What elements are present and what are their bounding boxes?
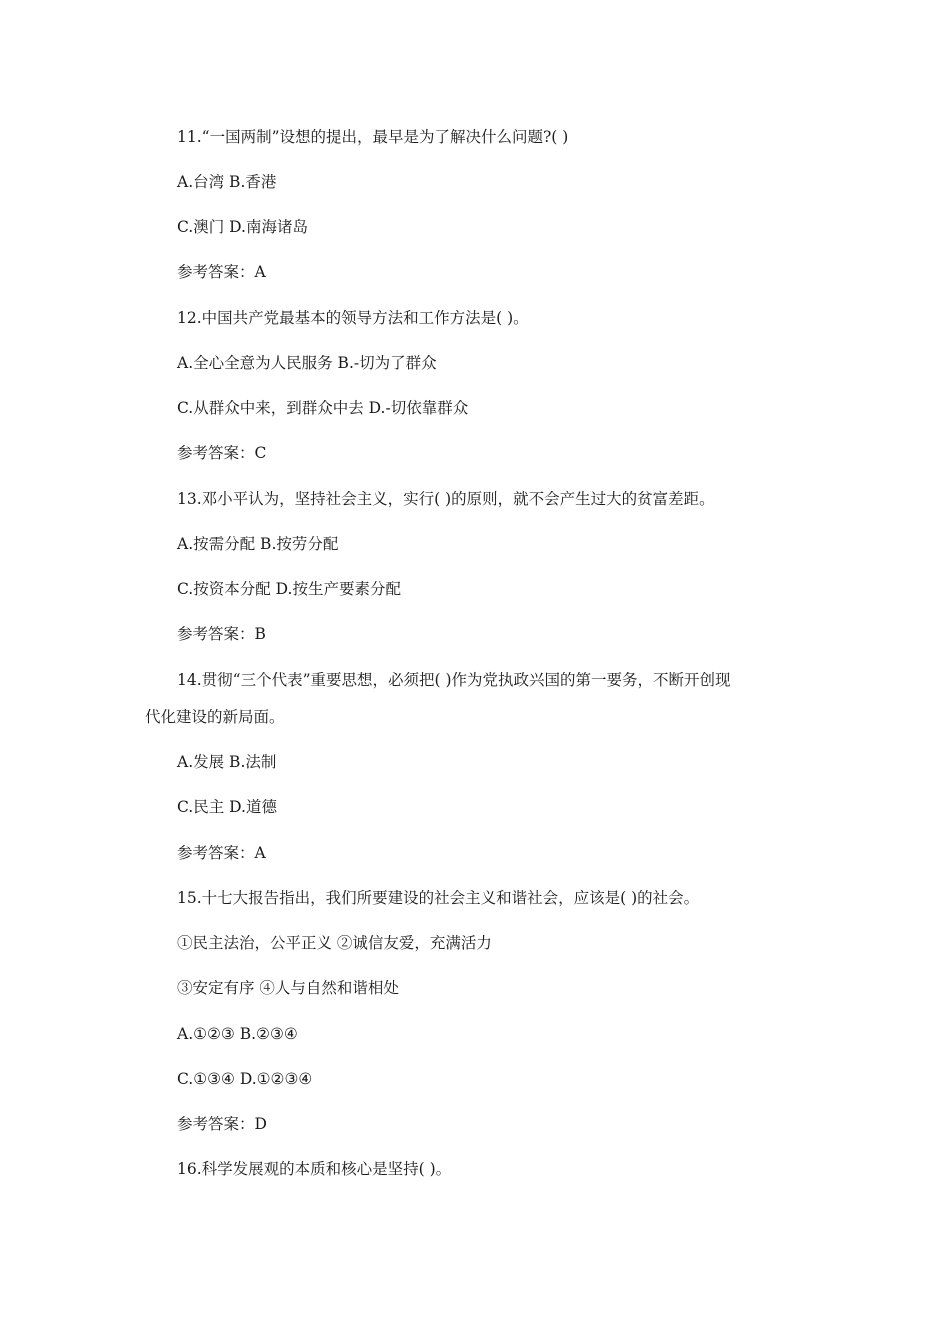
question-15-statements-12: ①民主法治，公平正义 ②诚信友爱，充满活力 — [177, 934, 492, 952]
question-12-options-cd: C.从群众中来，到群众中去 D.-切依靠群众 — [177, 399, 469, 417]
question-13-text: 13.邓小平认为，坚持社会主义，实行( )的原则，就不会产生过大的贫富差距。 — [177, 490, 715, 508]
question-14-text: 14.贯彻“三个代表”重要思想，必须把( )作为党执政兴国的第一要务，不断开创现 — [177, 671, 731, 689]
question-12-text: 12.中国共产党最基本的领导方法和工作方法是( )。 — [177, 309, 529, 327]
question-13-answer: 参考答案：B — [177, 625, 266, 643]
question-15-statements-34: ③安定有序 ④人与自然和谐相处 — [177, 979, 399, 997]
question-15-options-cd: C.①③④ D.①②③④ — [177, 1070, 313, 1088]
question-12-options-ab: A.全心全意为人民服务 B.-切为了群众 — [177, 354, 437, 372]
question-15-answer: 参考答案：D — [177, 1115, 267, 1133]
question-13-options-cd: C.按资本分配 D.按生产要素分配 — [177, 580, 401, 598]
question-13-options-ab: A.按需分配 B.按劳分配 — [177, 535, 339, 553]
question-14-answer: 参考答案：A — [177, 844, 266, 862]
question-15-options-ab: A.①②③ B.②③④ — [177, 1025, 298, 1043]
question-14-text-continued: 代化建设的新局面。 — [145, 708, 285, 726]
question-14-options-cd: C.民主 D.道德 — [177, 798, 277, 816]
question-16-text: 16.科学发展观的本质和核心是坚持( )。 — [177, 1160, 452, 1178]
question-11-answer: 参考答案：A — [177, 263, 266, 281]
question-14-options-ab: A.发展 B.法制 — [177, 753, 277, 771]
question-11-text: 11.“一国两制”设想的提出，最早是为了解决什么问题?( ) — [177, 128, 569, 146]
question-11-options-cd: C.澳门 D.南海诸岛 — [177, 218, 308, 236]
question-11-options-ab: A.台湾 B.香港 — [177, 173, 277, 191]
question-12-answer: 参考答案：C — [177, 444, 267, 462]
question-15-text: 15.十七大报告指出，我们所要建设的社会主义和谐社会，应该是( )的社会。 — [177, 889, 700, 907]
